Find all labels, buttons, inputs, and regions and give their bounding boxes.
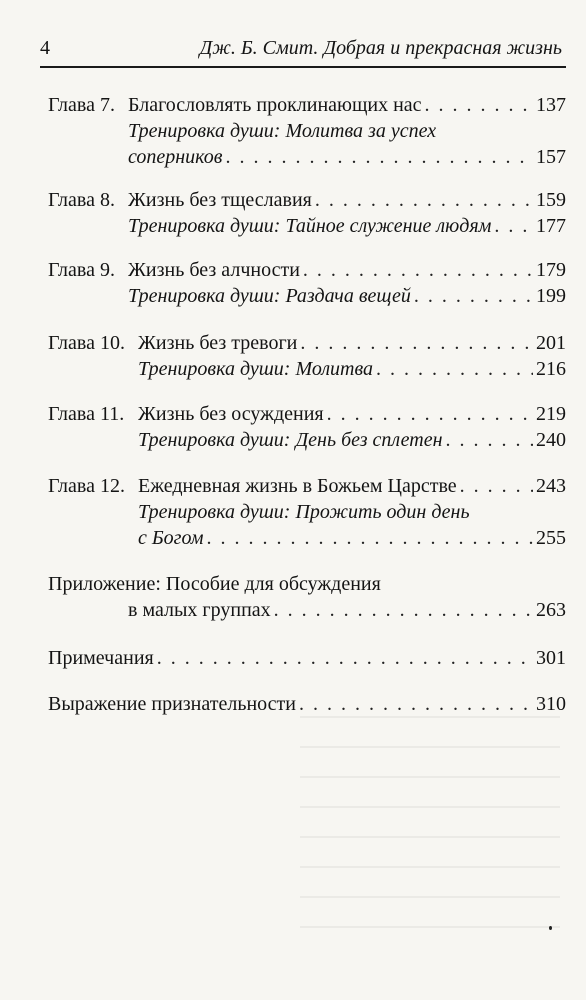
page-ref: 263 <box>536 599 566 621</box>
toc-exercise-chapter-7 <box>128 118 566 144</box>
exercise-title-cont: с Богом <box>138 527 204 549</box>
page-ref: 219 <box>536 403 566 425</box>
toc-entry-chapter-10[interactable] <box>48 330 566 356</box>
chapter-label: Глава 12. <box>48 475 125 497</box>
toc-entry-notes[interactable] <box>48 645 566 671</box>
exercise-title: Тренировка души: Молитва за успех <box>128 120 437 142</box>
page-ref: 255 <box>536 527 566 549</box>
toc-entry-appendix-cont[interactable] <box>128 597 566 623</box>
dot-leader <box>206 525 533 551</box>
dot-leader <box>303 257 533 283</box>
dot-leader <box>446 427 533 453</box>
chapter-label: Глава 7. <box>48 94 115 116</box>
chapter-label: Глава 11. <box>48 403 125 425</box>
toc-exercise-chapter-10[interactable] <box>138 356 566 382</box>
chapter-title: Жизнь без осуждения <box>138 403 324 425</box>
dot-leader <box>225 144 533 170</box>
page-ref: 159 <box>536 189 566 211</box>
chapter-label: Глава 8. <box>48 189 115 211</box>
page-ref: 201 <box>536 332 566 354</box>
running-title: Дж. Б. Смит. Добрая и прекрасная жизнь <box>199 37 562 59</box>
dot-leader <box>376 356 533 382</box>
dot-leader <box>299 691 533 717</box>
appendix-title-cont: в малых группах <box>128 599 271 621</box>
dot-leader <box>300 330 533 356</box>
toc-entry-appendix <box>48 571 566 597</box>
dot-leader <box>460 473 533 499</box>
toc-exercise-chapter-7-cont[interactable] <box>128 144 566 170</box>
chapter-title: Жизнь без тщеславия <box>128 189 312 211</box>
bleed-through-shadow <box>300 700 560 930</box>
page-ref: 177 <box>536 215 566 237</box>
acknowledgments-title: Выражение признательности <box>48 693 296 715</box>
page-ref: 240 <box>536 429 566 451</box>
exercise-title: Тренировка души: Раздача вещей <box>128 285 411 307</box>
toc-exercise-chapter-12-cont[interactable] <box>138 525 566 551</box>
dot-leader <box>414 283 533 309</box>
chapter-title: Ежедневная жизнь в Божьем Царстве <box>138 475 457 497</box>
exercise-title: Тренировка души: Прожить один день <box>138 501 470 523</box>
dot-leader <box>157 645 533 671</box>
toc-entry-chapter-9[interactable] <box>48 257 566 283</box>
toc-entry-chapter-11[interactable] <box>48 401 566 427</box>
page-ref: 243 <box>536 475 566 497</box>
dot-leader <box>315 187 533 213</box>
page-ref: 301 <box>536 647 566 669</box>
exercise-title: Тренировка души: Молитва <box>138 358 374 380</box>
page-ref: 199 <box>536 285 566 307</box>
toc-exercise-chapter-12 <box>138 499 566 525</box>
page-ref: 216 <box>536 358 566 380</box>
page-ref: 157 <box>536 146 566 168</box>
toc-exercise-chapter-9[interactable] <box>128 283 566 309</box>
toc-entry-chapter-12[interactable] <box>48 473 566 499</box>
exercise-title: Тренировка души: Тайное служение людям <box>128 215 492 237</box>
dot-leader <box>494 213 533 239</box>
ink-speck <box>549 926 552 930</box>
chapter-label: Глава 9. <box>48 259 115 281</box>
toc-exercise-chapter-11[interactable] <box>138 427 566 453</box>
page-ref: 137 <box>536 94 566 116</box>
toc-entry-chapter-7[interactable] <box>48 92 566 118</box>
exercise-title: Тренировка души: День без сплетен <box>138 429 443 451</box>
chapter-title: Благословлять проклинающих нас <box>128 94 422 116</box>
toc-entry-chapter-8[interactable] <box>48 187 566 213</box>
exercise-title-cont: соперников <box>128 146 223 168</box>
page-ref: 310 <box>536 693 566 715</box>
chapter-title: Жизнь без алчности <box>128 259 300 281</box>
dot-leader <box>425 92 533 118</box>
appendix-title: Приложение: Пособие для обсуждения <box>48 573 381 595</box>
dot-leader <box>327 401 533 427</box>
chapter-title: Жизнь без тревоги <box>138 332 298 354</box>
page-number: 4 <box>40 37 50 59</box>
header-rule <box>40 66 566 68</box>
page-ref: 179 <box>536 259 566 281</box>
toc-entry-acknowledgments[interactable] <box>48 691 566 717</box>
chapter-label: Глава 10. <box>48 332 125 354</box>
toc-exercise-chapter-8[interactable] <box>128 213 566 239</box>
notes-title: Примечания <box>48 647 154 669</box>
dot-leader <box>274 597 533 623</box>
